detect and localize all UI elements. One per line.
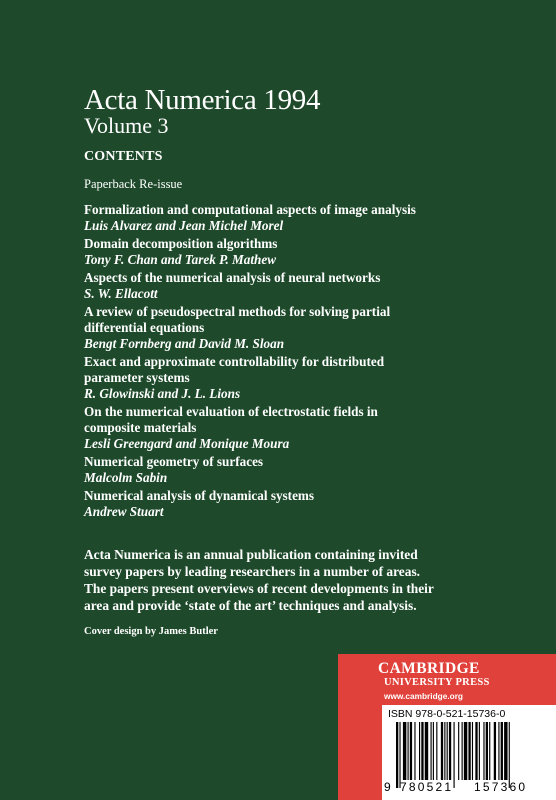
barcode-digit-first: 9 (384, 780, 391, 794)
barcode-bar (509, 722, 510, 788)
barcode-bar (444, 722, 445, 780)
barcode-bar (483, 722, 484, 780)
publisher-subtitle: UNIVERSITY PRESS (384, 677, 490, 688)
barcode-digits-right: 157360 (474, 780, 528, 794)
barcode-bar (479, 722, 480, 780)
toc-entry-authors: Bengt Fornberg and David M. Sloan (84, 336, 285, 351)
barcode-bar (498, 722, 499, 780)
cover-design-credit: Cover design by James Butler (84, 626, 218, 637)
description-blurb (84, 546, 534, 614)
barcode-bar (454, 722, 455, 788)
barcode-bar (421, 722, 423, 780)
barcode-bar (468, 722, 470, 780)
toc-entry-title: A review of pseudospectral methods for solving partial (84, 304, 391, 319)
blurb-line: The papers present overviews of recent developments in their (84, 581, 434, 596)
barcode-bar (399, 722, 400, 788)
toc-entry (84, 488, 524, 520)
contents-heading: CONTENTS (84, 149, 163, 164)
volume-number: Volume 3 (84, 113, 169, 138)
barcode-bar (441, 722, 443, 780)
toc-entry-title: Formalization and computational aspects of image analysis (84, 202, 416, 217)
table-of-contents (84, 202, 524, 522)
toc-entry-authors: S. W. Ellacott (84, 286, 158, 301)
publisher-block (338, 654, 556, 800)
toc-entry-title: Numerical geometry of surfaces (84, 454, 264, 469)
blurb-line: survey papers by leading researchers in a number of areas. (84, 564, 421, 579)
barcode-bar (501, 722, 503, 780)
toc-entry-authors: R. Glowinski and J. L. Lions (84, 386, 241, 401)
blurb-line: area and provide ‘state of the art’ techniques and analysis. (84, 598, 417, 613)
publisher-name: CAMBRIDGE (378, 660, 480, 677)
toc-entry-title: Numerical analysis of dynamical systems (84, 488, 315, 503)
barcode-bar (489, 722, 490, 780)
barcode-bar (472, 722, 473, 780)
barcode-bar (458, 722, 459, 780)
toc-entry (84, 304, 524, 352)
toc-entry (84, 270, 524, 302)
toc-entry-title-cont: differential equations (84, 320, 205, 335)
toc-entry-title: Domain decomposition algorithms (84, 236, 278, 251)
barcode-bar (431, 722, 432, 780)
toc-entry-title: Exact and approximate controllability for distributed (84, 354, 385, 369)
barcode-bar (504, 722, 507, 780)
edition-note: Paperback Re-issue (84, 177, 183, 191)
book-title: Acta Numerica 1994 (84, 84, 321, 116)
toc-entry-authors: Lesli Greengard and Monique Moura (84, 436, 290, 451)
blurb-line: Acta Numerica is an annual publication containing invited (84, 547, 418, 562)
barcode-bar (408, 722, 409, 780)
toc-entry-title-cont: composite materials (84, 420, 197, 435)
barcode-bar (419, 722, 420, 780)
barcode-icon (394, 722, 546, 788)
barcode-panel (382, 705, 556, 800)
barcode-bar (447, 722, 448, 780)
barcode-bar (475, 722, 477, 780)
toc-entry-title-cont: parameter systems (84, 370, 190, 385)
toc-entry (84, 454, 524, 486)
toc-entry-authors: Malcolm Sabin (84, 470, 168, 485)
toc-entry-title: Aspects of the numerical analysis of neural networks (84, 270, 381, 285)
barcode-bar (414, 722, 415, 780)
toc-entry (84, 354, 524, 402)
barcode-bar (410, 722, 412, 780)
toc-entry-title: On the numerical evaluation of electrostatic fields in (84, 404, 378, 419)
toc-entry (84, 404, 524, 452)
barcode-bar (462, 722, 463, 780)
publisher-url: www.cambridge.org (384, 691, 463, 701)
barcode-bar (486, 722, 488, 780)
barcode-bar (396, 722, 398, 788)
isbn-label: ISBN 978-0-521-15736-0 (388, 708, 506, 720)
toc-entry-authors: Tony F. Chan and Tarek P. Mathew (84, 252, 277, 267)
toc-entry-authors: Luis Alvarez and Jean Michel Morel (84, 218, 284, 233)
barcode-bar (403, 722, 406, 780)
toc-entry-authors: Andrew Stuart (84, 504, 164, 519)
barcode-bar (436, 722, 437, 780)
barcode-bar (433, 722, 434, 780)
barcode-bar (449, 722, 451, 780)
barcode-bar (494, 722, 496, 780)
toc-entry (84, 202, 524, 234)
barcode-digits-left: 780521 (400, 780, 454, 794)
barcode-bar (464, 722, 467, 780)
barcode-bar (425, 722, 428, 780)
toc-entry (84, 236, 524, 268)
